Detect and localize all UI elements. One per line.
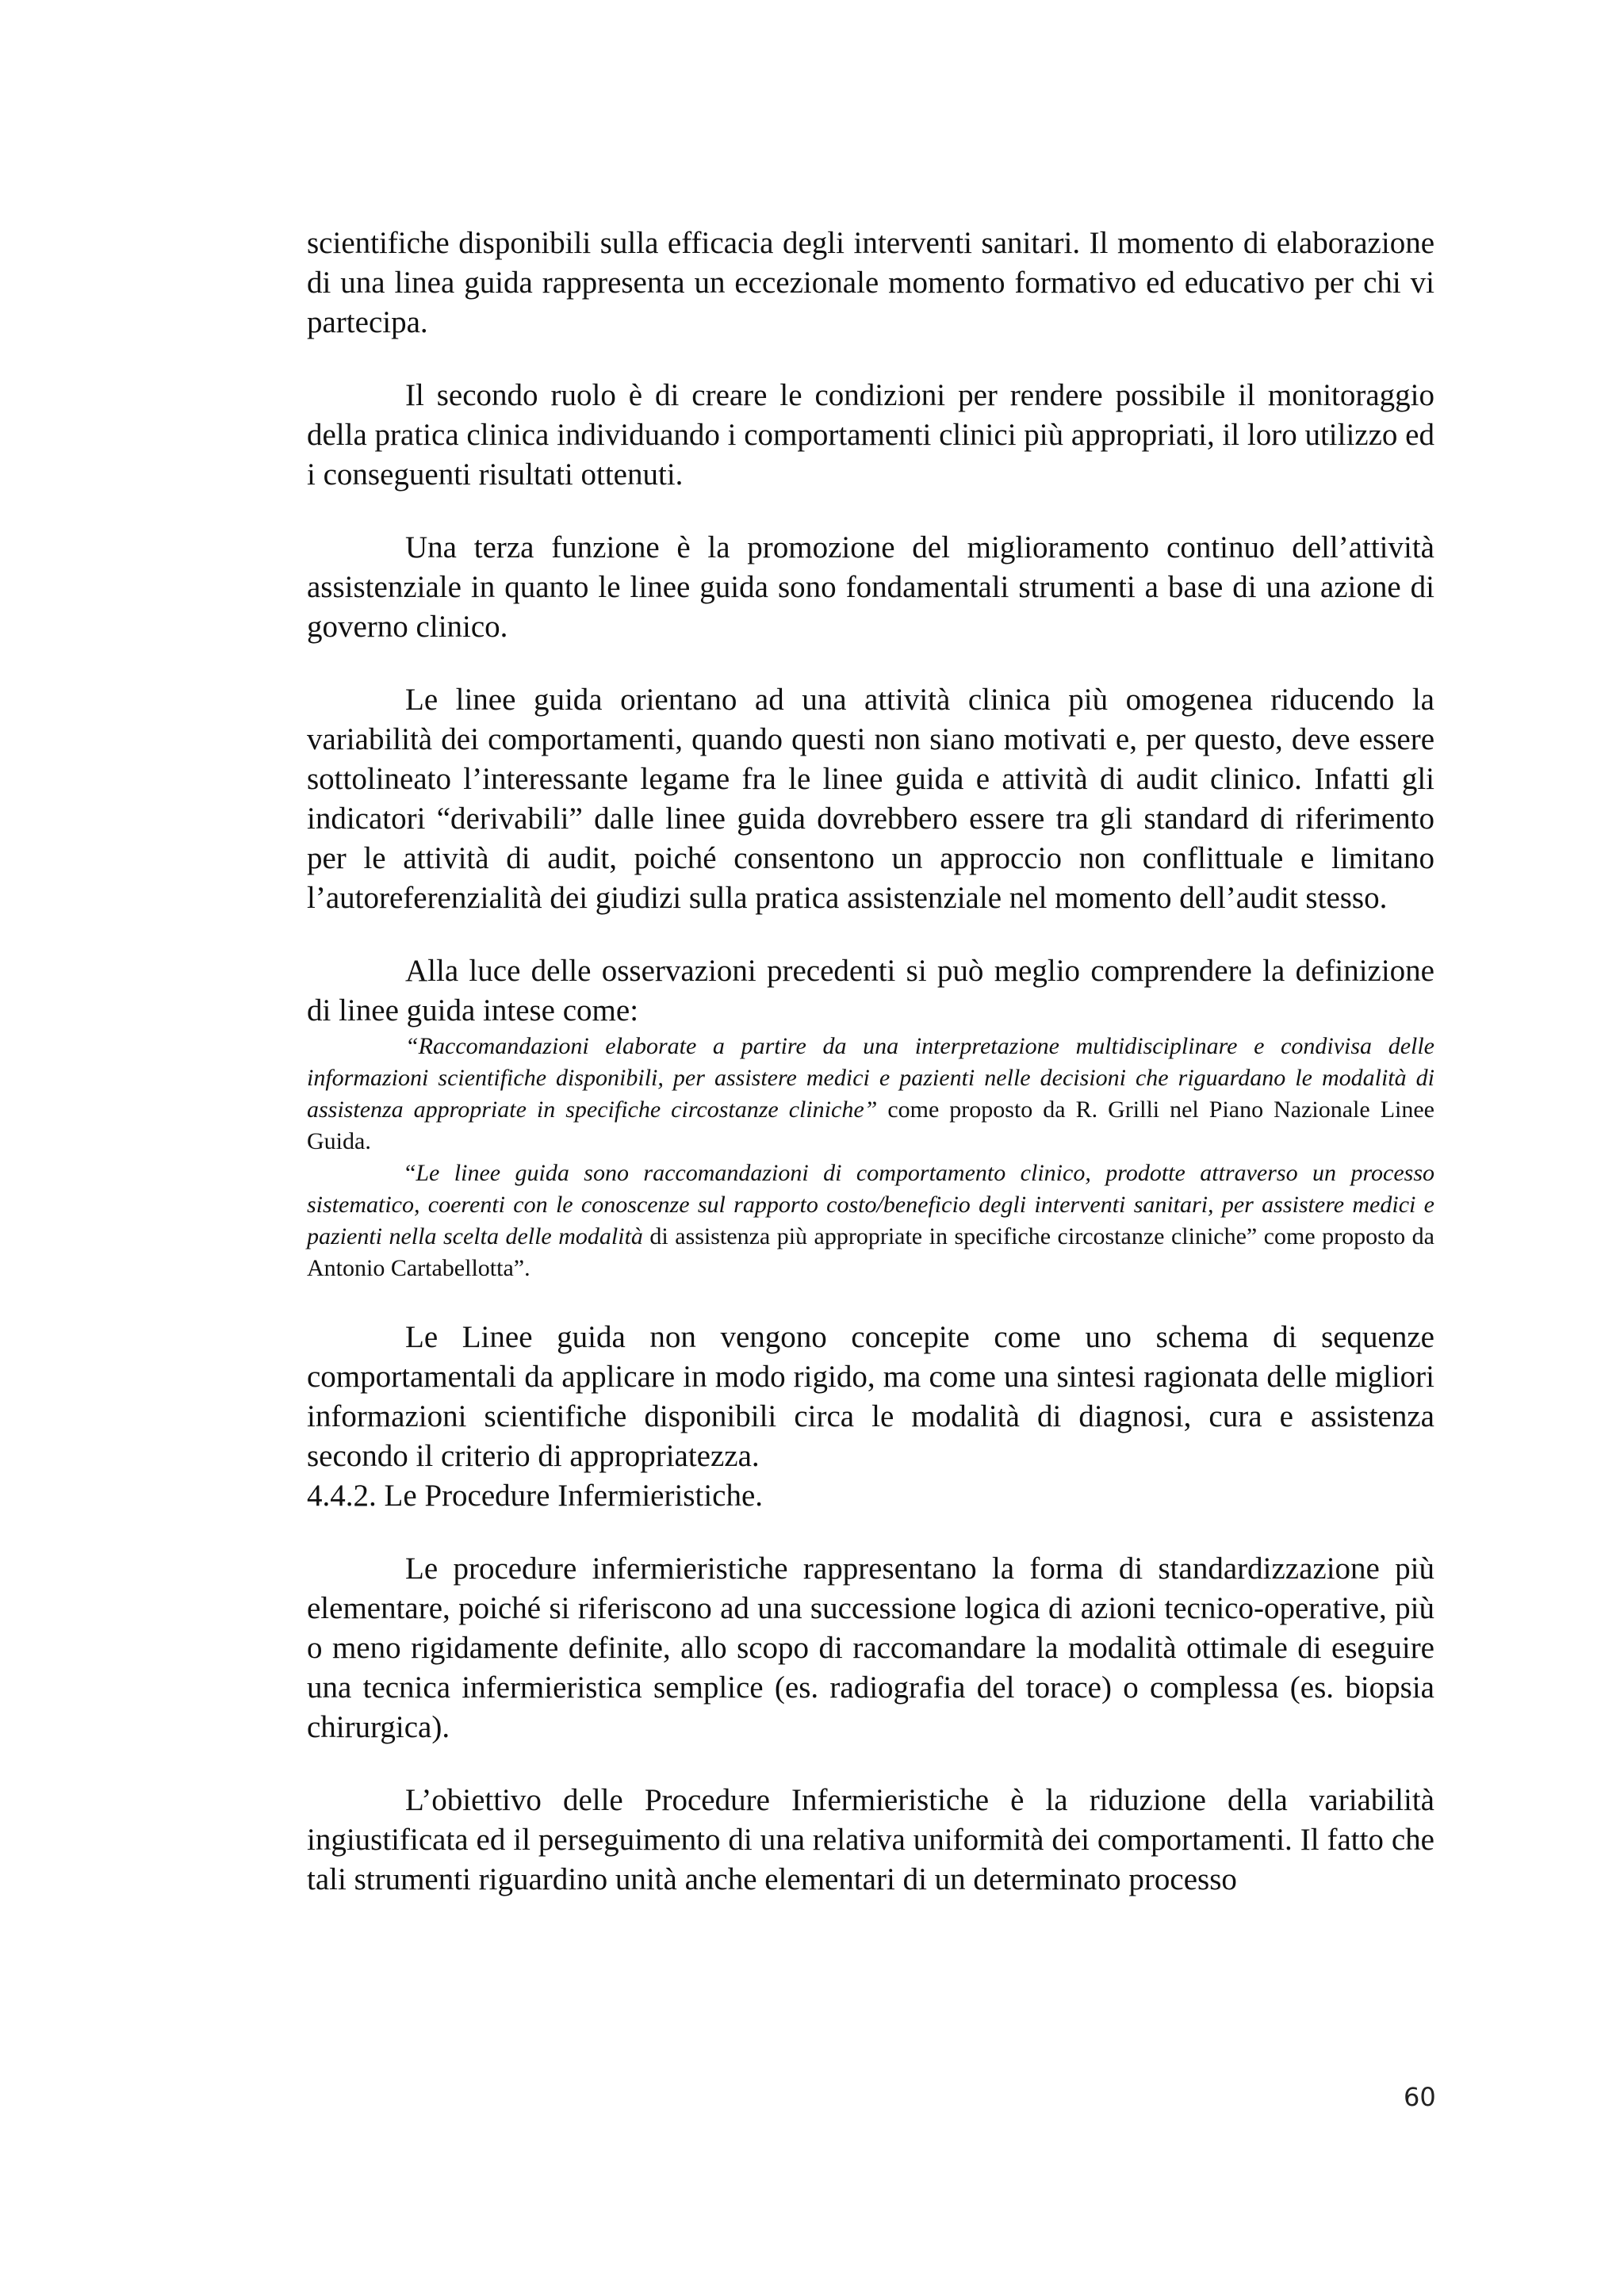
paragraph-efficacia: scientifiche disponibili sulla efficacia degli interventi sanitari. Il momento di elaborazione di una linea guida rappresenta un eccezionale momento formativo ed educativo per chi vi partecipa.	[307, 226, 1434, 339]
paragraph-secondo-ruolo: Il secondo ruolo è di creare le condizioni per rendere possibile il monitoraggio della pratica clinica individuando i comportamenti clinici più appropriati, il loro utilizzo ed i conseguenti risultati ottenuti.	[307, 378, 1434, 492]
quote-grilli	[307, 1031, 1434, 1158]
paragraph-schema-sequenze: Le Linee guida non vengono concepite come uno schema di sequenze comportamentali da applicare in modo rigido, ma come una sintesi ragionata delle migliori informazioni scientifiche disponibili circa le modalità di diagnosi, cura e assistenza secondo il criterio di appropriatezza.	[307, 1320, 1434, 1473]
quote-cartabellotta	[307, 1158, 1434, 1284]
quote-cartabellotta-open: “	[405, 1160, 416, 1186]
page-number: 60	[1404, 2082, 1436, 2112]
quote-grilli-attribution: come proposto da R. Grilli nel Piano Nazionale Linee Guida.	[307, 1096, 1434, 1154]
quote-cartabellotta-attribution: di assistenza più appropriate in specifiche circostanze cliniche” come proposto da Antonio Cartabellotta”.	[307, 1223, 1434, 1281]
paragraph-procedure-infermieristiche: Le procedure infermieristiche rappresentano la forma di standardizzazione più elementare, poiché si riferiscono ad una successione logica di azioni tecnico-operative, più o meno rigidamente definite, allo scopo di raccomandare la modalità ottimale di eseguire una tecnica infermieristica semplice (es. radiografia del torace) o complessa (es. biopsia chirurgica).	[307, 1552, 1434, 1744]
quote-grilli-italic: “Raccomandazioni elaborate a partire da una interpretazione multidisciplinare e condivisa delle informazioni scientifiche disponibili, per assistere medici e pazienti nelle decisioni che riguardano le modalità di assistenza appropriate in specifiche circostanze cliniche”	[307, 1033, 1434, 1123]
page-body	[307, 224, 1434, 1900]
paragraph-terza-funzione: Una terza funzione è la promozione del miglioramento continuo dell’attività assistenziale in quanto le linee guida sono fondamentali strumenti a base di una azione di governo clinico.	[307, 530, 1434, 644]
quote-cartabellotta-italic: Le linee guida sono raccomandazioni di comportamento clinico, prodotte attraverso un processo sistematico, coerenti con le conoscenze sul rapporto costo/beneficio degli interventi sanitari, per assistere medici e pazienti nella scelta delle modalità	[307, 1160, 1434, 1249]
paragraph-definizione-intro: Alla luce delle osservazioni precedenti si può meglio comprendere la definizione di linee guida intese come:	[307, 954, 1434, 1027]
paragraph-linee-guida-audit: Le linee guida orientano ad una attività clinica più omogenea riducendo la variabilità dei comportamenti, quando questi non siano motivati e, per questo, deve essere sottolineato l’interessante legame fra le linee guida e attività di audit clinico. Infatti gli indicatori “derivabili” dalle linee guida dovrebbero essere tra gli standard di riferimento per le attività di audit, poiché consentono un approccio non conflittuale e limitano l’autoreferenzialità dei giudizi sulla pratica assistenziale nel momento dell’audit stesso.	[307, 683, 1434, 915]
section-heading: 4.4.2. Le Procedure Infermieristiche.	[307, 1479, 764, 1513]
paragraph-obiettivo: L’obiettivo delle Procedure Infermieristiche è la riduzione della variabilità ingiustificata ed il perseguimento di una relativa uniformità dei comportamenti. Il fatto che tali strumenti riguardino unità anche elementari di un determinato processo	[307, 1783, 1434, 1896]
